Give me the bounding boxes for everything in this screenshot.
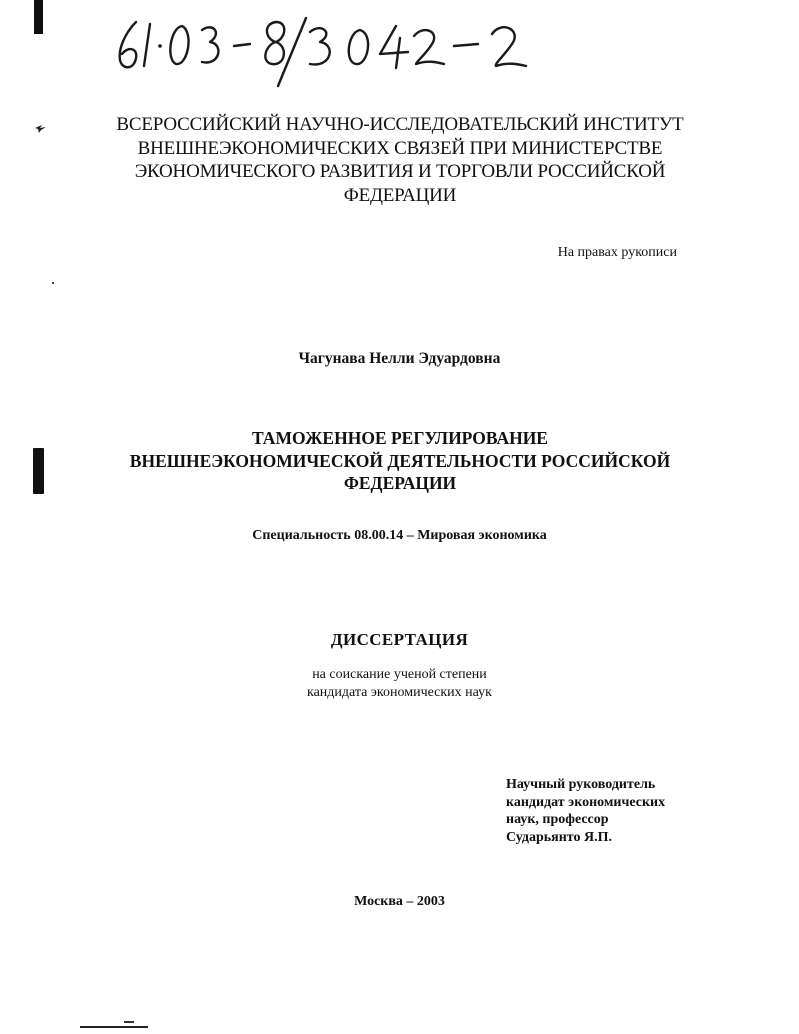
supervisor-line: кандидат экономических (506, 794, 666, 810)
degree-statement (0, 666, 799, 702)
scan-edge-mark (33, 448, 44, 494)
degree-line: кандидата экономических наук (307, 685, 492, 700)
title-line: ВНЕШНЕЭКОНОМИЧЕСКОЙ ДЕЯТЕЛЬНОСТИ РОССИЙСКОЙ (129, 450, 671, 471)
document-type-heading: ДИССЕРТАЦИЯ (330, 630, 469, 649)
scientific-supervisor (506, 776, 665, 846)
supervisor-line: Научный руководитель (506, 777, 656, 792)
handwritten-shelf-code (110, 8, 550, 88)
supervisor-line: Сударьянто Я.П. (506, 829, 612, 845)
scan-edge-mark (34, 0, 43, 34)
institute-line: ВНЕШНЕЭКОНОМИЧЕСКИХ СВЯЗЕЙ ПРИ МИНИСТЕРСТВЕ (137, 137, 663, 159)
supervisor-line: наук, профессор (506, 812, 609, 827)
manuscript-rights-note: На правах рукописи (557, 245, 677, 260)
institute-name (100, 113, 700, 207)
scan-edge-mark (80, 1026, 148, 1028)
title-line: ТАМОЖЕННОЕ РЕГУЛИРОВАНИЕ (252, 428, 548, 448)
scan-edge-mark (124, 1021, 134, 1023)
specialty-line: Специальность 08.00.14 – Мировая экономика (252, 528, 547, 543)
title-line: ФЕДЕРАЦИИ (343, 473, 457, 493)
degree-line: на соискание ученой степени (312, 667, 487, 682)
institute-line: ЭКОНОМИЧЕСКОГО РАЗВИТИЯ И ТОРГОВЛИ РОССИЙСКОЙ (134, 161, 666, 182)
dissertation-title (95, 427, 705, 495)
scan-speck (52, 282, 54, 284)
scan-speck (34, 122, 48, 134)
city-and-year: Москва – 2003 (354, 894, 445, 909)
institute-line: ВСЕРОССИЙСКИЙ НАУЧНО-ИССЛЕДОВАТЕЛЬСКИЙ ИНСТИТУТ (116, 114, 684, 135)
author-name: Чагунава Нелли Эдуардовна (298, 350, 501, 367)
institute-line: ФЕДЕРАЦИИ (343, 184, 457, 206)
